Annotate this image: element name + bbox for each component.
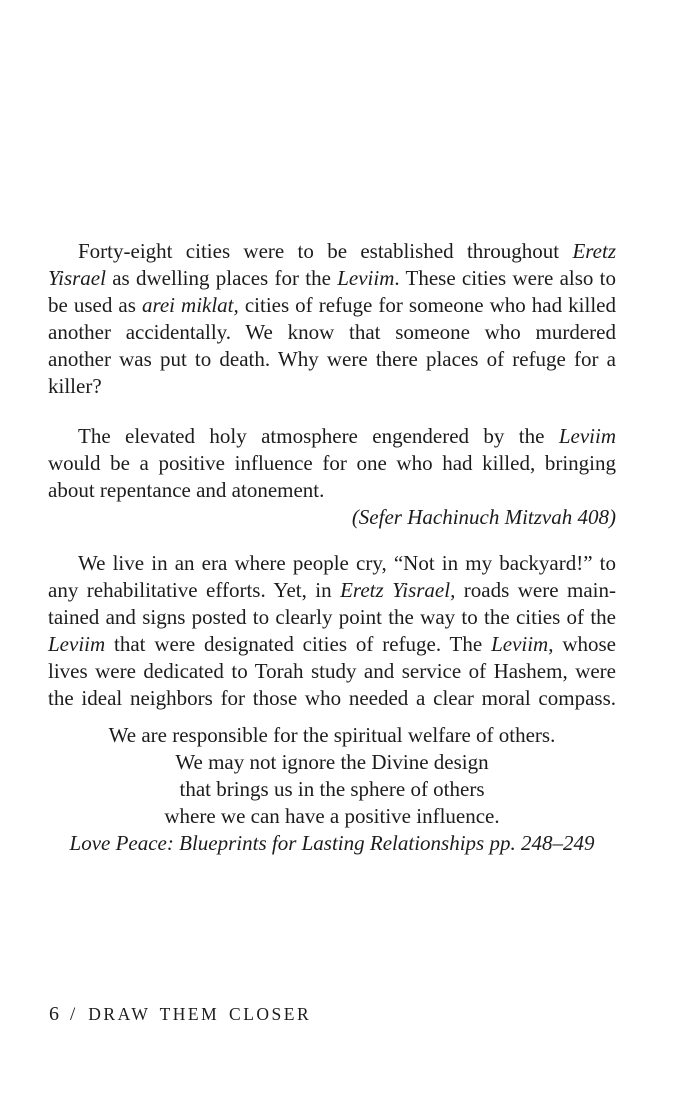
italic-text-run: (Sefer Hachinuch Mitzvah 408) <box>351 505 616 529</box>
text-run: , whose <box>548 632 616 656</box>
italic-text-run: Leviim <box>337 266 395 290</box>
text-line <box>48 346 616 373</box>
footer-book-title: DRAW THEM CLOSER <box>88 1004 312 1024</box>
text-run: another was put to death. Why were there places of refuge for a <box>48 347 616 371</box>
source-attribution <box>48 504 616 531</box>
text-run: lives were dedicated to Torah study and service of Hashem, were <box>48 659 616 683</box>
text-line <box>48 292 616 319</box>
text-run: roads were main- <box>455 578 616 602</box>
italic-text-run: Eretz <box>572 239 616 263</box>
text-run: as dwelling places for the <box>105 266 338 290</box>
paragraph-cities-of-refuge <box>48 238 616 400</box>
text-run: The elevated holy atmosphere engendered by the <box>78 424 559 448</box>
text-run: any rehabilitative efforts. Yet, in <box>48 578 341 602</box>
text-line <box>48 685 616 712</box>
text-line <box>48 749 616 776</box>
text-run: be used as <box>48 293 142 317</box>
italic-text-run: Love Peace: Blueprints for Lasting Relationships pp. 248–249 <box>69 831 595 855</box>
italic-text-run: Yisrael <box>48 266 106 290</box>
text-run: We may not ignore the Divine design <box>175 750 489 774</box>
text-line <box>48 577 616 604</box>
verse-quote <box>48 722 616 857</box>
italic-text-run: Leviim <box>48 632 106 656</box>
italic-text-run: Leviim <box>558 424 616 448</box>
text-run: that brings us in the sphere of others <box>179 777 485 801</box>
text-line <box>48 658 616 685</box>
text-run: another accidentally. We know that someone who murdered <box>48 320 616 344</box>
text-line <box>48 604 616 631</box>
text-line <box>48 830 616 857</box>
text-line <box>48 238 616 265</box>
text-run: We are responsible for the spiritual welfare of others. <box>108 723 556 747</box>
text-line <box>48 504 616 531</box>
text-line <box>48 450 616 477</box>
text-column <box>48 238 616 857</box>
text-run: about repentance and atonement. <box>48 478 325 502</box>
text-line <box>48 373 616 400</box>
text-run: the ideal neighbors for those who needed a clear moral compass. <box>48 686 616 710</box>
text-line <box>48 776 616 803</box>
text-line <box>48 631 616 658</box>
text-run: cities of refuge for someone who had killed <box>238 293 616 317</box>
page-footer <box>49 1003 311 1026</box>
italic-text-run: Leviim <box>491 632 549 656</box>
footer-separator-slash: / <box>70 1004 76 1025</box>
text-run: Forty-eight cities were to be established throughout <box>78 239 573 263</box>
text-line <box>48 803 616 830</box>
text-line <box>48 477 616 504</box>
text-line <box>48 423 616 450</box>
text-run: We live in an era where people cry, “Not in my backyard!” to <box>78 551 616 575</box>
italic-text-run: arei miklat, <box>141 293 239 317</box>
text-run: tained and signs posted to clearly point the way to the cities of the <box>48 605 616 629</box>
page-number: 6 <box>49 1003 59 1025</box>
text-line <box>48 319 616 346</box>
italic-text-run: Eretz Yisrael, <box>340 578 456 602</box>
text-line <box>48 265 616 292</box>
paragraph-elevated-atmosphere <box>48 423 616 504</box>
text-run: killer? <box>48 374 102 398</box>
text-run: that were designated cities of refuge. The <box>105 632 492 656</box>
paragraph-not-in-my-backyard <box>48 550 616 712</box>
text-run: . These cities were also to <box>394 266 617 290</box>
text-run: would be a positive influence for one who had killed, bringing <box>48 451 616 475</box>
text-line <box>48 722 616 749</box>
text-line <box>48 550 616 577</box>
text-run: where we can have a positive influence. <box>164 804 500 828</box>
